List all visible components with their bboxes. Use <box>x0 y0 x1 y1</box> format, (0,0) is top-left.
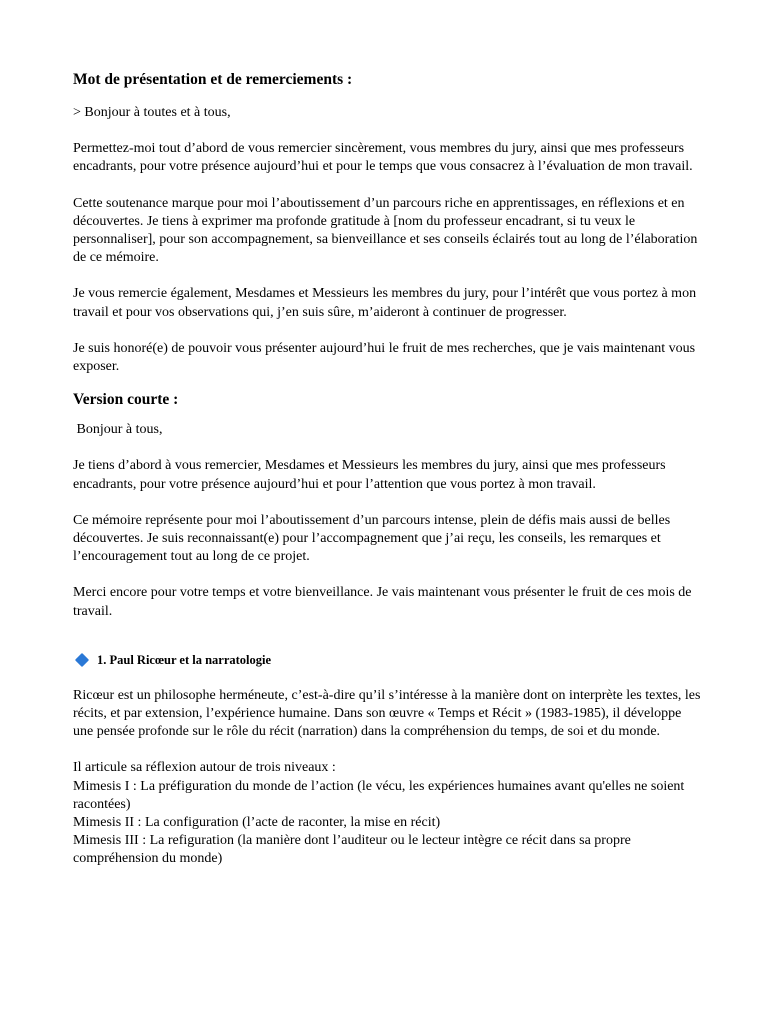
section-title-short-version: Version courte : <box>73 391 179 409</box>
section-title-text: 1. Paul Ricœur et la narratologie <box>97 652 272 667</box>
paragraph: Je vous remercie également, Mesdames et Messieurs les membres du jury, pour l’intérêt que vous portez à mon travail et pour vos observations qui, j’en suis sûre, m’aideront à continuer de progresser. <box>73 286 697 320</box>
greeting-text: > Bonjour à toutes et à tous, <box>73 105 231 120</box>
paragraph: Je tiens d’abord à vous remercier, Mesdames et Messieurs les membres du jury, ainsi que mes professeurs encadrants, pour votre présence aujourd’hui et pour l’attention que vous portez à mon travail. <box>73 458 666 492</box>
paragraph: Merci encore pour votre temps et votre bienveillance. Je vais maintenant vous présenter le fruit de ces mois de travail. <box>73 585 692 619</box>
paragraph: Ricœur est un philosophe herméneute, c’est-à-dire qu’il s’intéresse à la manière dont on interprète les textes, les récits, et par extension, l’expérience humaine. Dans son œuvre « Temps et Récit » (1983-1985), il développe une pensée profonde sur le rôle du récit (narration) dans la compréhension du temps, de soi et du monde. <box>73 687 701 740</box>
section-title-ricoeur <box>73 651 703 669</box>
paragraph: Permettez-moi tout d’abord de vous remercier sincèrement, vous membres du jury, ainsi que mes professeurs encadrants, pour votre présence aujourd’hui et pour le temps que vous consacrez à l’évaluation de mon travail. <box>73 141 693 175</box>
list-intro: Il articule sa réflexion autour de trois niveaux : <box>73 760 336 776</box>
paragraph: Cette soutenance marque pour moi l’aboutissement d’un parcours riche en apprentissages, en réflexions et en découvertes. Je tiens à exprimer ma profonde gratitude à [nom du professeur encadrant, si tu veux le personnaliser], pour son accompagnement, sa bienveillance et ses conseils éclairés tout au long de l’élaboration de ce mémoire. <box>73 195 698 266</box>
list-item: Mimesis I : La préfiguration du monde de l’action (le vécu, les expériences humaines avant qu'elles ne soient racontées) <box>73 778 685 812</box>
list-item: Mimesis III : La refiguration (la manière dont l’auditeur ou le lecteur intègre ce récit dans sa propre compréhension du monde) <box>73 833 631 867</box>
document-page <box>73 66 703 869</box>
blue-diamond-icon <box>75 653 89 667</box>
paragraph: Ce mémoire représente pour moi l’aboutissement d’un parcours intense, plein de défis mais aussi de belles découvertes. Je suis reconnaissant(e) pour l’accompagnement que j’ai reçu, les conseils, les remarques et l’encouragement tout au long de ce projet. <box>73 512 671 565</box>
mimesis-list <box>73 759 703 868</box>
section-title-presentation: Mot de présentation et de remerciements : <box>73 71 353 88</box>
list-item: Mimesis II : La configuration (l’acte de raconter, la mise en récit) <box>73 815 441 831</box>
greeting-text: Bonjour à tous, <box>73 422 163 438</box>
paragraph: Je suis honoré(e) de pouvoir vous présenter aujourd’hui le fruit de mes recherches, que je vais maintenant vous exposer. <box>73 340 696 375</box>
